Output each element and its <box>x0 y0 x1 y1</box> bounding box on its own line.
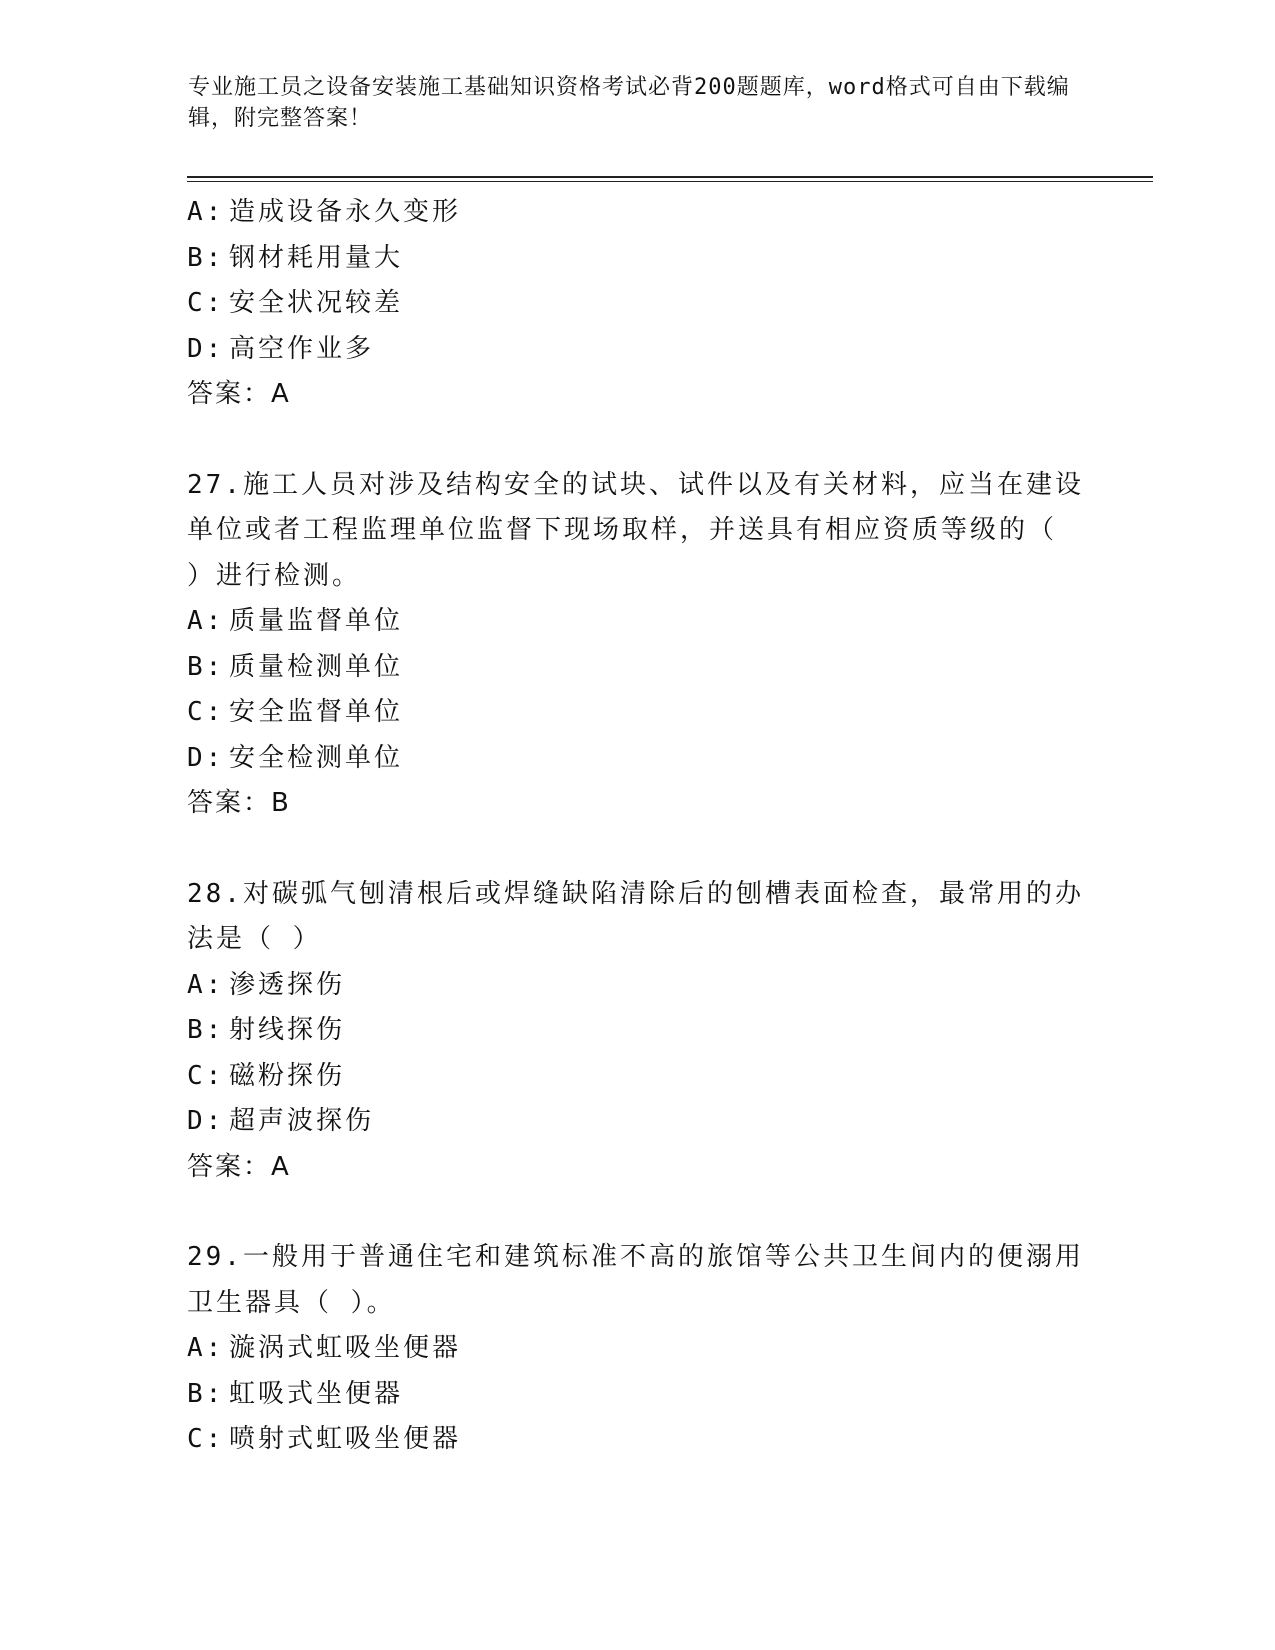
answer: 答案：A <box>187 1151 291 1182</box>
option-d: D: 超声波探伤 <box>187 1106 375 1136</box>
question-list <box>187 190 1087 1463</box>
question-stem-line: 27.施工人员对涉及结构安全的试块、试件以及有关材料，应当在建设 <box>187 469 1084 500</box>
option-c: C: 磁粉探伤 <box>187 1060 346 1091</box>
header-divider <box>187 176 1153 178</box>
question-stem-line: ）进行检测。 <box>187 560 362 591</box>
option-c: C: 安全状况较差 <box>187 288 404 318</box>
question-27 <box>187 463 1087 827</box>
question-stem-line: 法是（ ） <box>187 924 322 954</box>
option-b: B: 虹吸式坐便器 <box>187 1378 404 1409</box>
question-stem-line: 28.对碳弧气刨清根后或焊缝缺陷清除后的刨槽表面检查，最常用的办 <box>187 878 1084 909</box>
option-d: D: 安全检测单位 <box>187 742 404 773</box>
option-a: A: 渗透探伤 <box>187 969 346 1000</box>
question-29 <box>187 1235 1087 1463</box>
option-a: A: 质量监督单位 <box>187 606 404 636</box>
answer: 答案：B <box>187 788 291 818</box>
answer: 答案：A <box>187 379 291 409</box>
question-stem-line: 卫生器具（ ）。 <box>187 1287 396 1318</box>
question-28 <box>187 872 1087 1191</box>
option-d: D: 高空作业多 <box>187 333 375 364</box>
option-c: C: 喷射式虹吸坐便器 <box>187 1424 462 1454</box>
header-divider-thin <box>187 181 1153 182</box>
option-b: B: 射线探伤 <box>187 1015 346 1045</box>
document-header: 专业施工员之设备安装施工基础知识资格考试必背200题题库，word格式可自由下载编辑，附完整答案！ <box>188 75 1070 131</box>
option-c: C: 安全监督单位 <box>187 697 404 727</box>
question-continued <box>187 190 1087 418</box>
question-stem-line: 单位或者工程监理单位监督下现场取样，并送具有相应资质等级的（ <box>187 515 1058 545</box>
option-a: A: 漩涡式虹吸坐便器 <box>187 1333 462 1363</box>
option-b: B: 质量检测单位 <box>187 651 404 682</box>
option-a: A: 造成设备永久变形 <box>187 197 462 227</box>
question-stem-line: 29.一般用于普通住宅和建筑标准不高的旅馆等公共卫生间内的便溺用 <box>187 1242 1084 1272</box>
option-b: B: 钢材耗用量大 <box>187 242 404 273</box>
